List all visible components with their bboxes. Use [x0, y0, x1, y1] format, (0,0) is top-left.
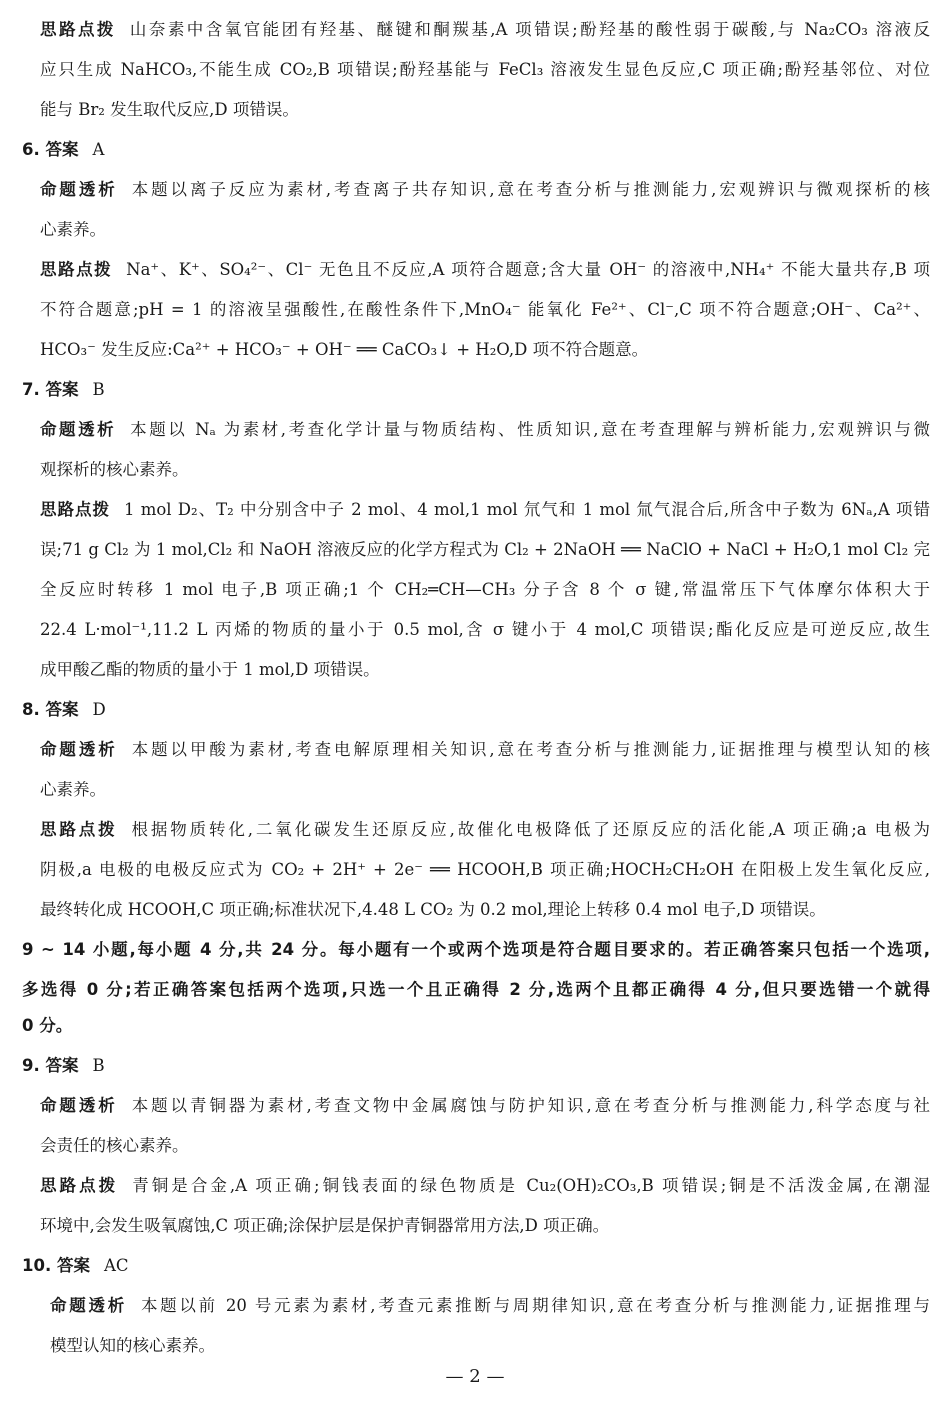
line-text: 22.4 L·mol⁻¹,11.2 L 丙烯的物质的量小于 0.5 mol,含 σ 键小于 4 mol,C 项错误;酯化反应是可逆反应,故生 — [40, 620, 930, 639]
line-text: 青铜是合金,A 项正确;铜钱表面的绿色物质是 Cu₂(OH)₂CO₃,B 项错误;铜是不活泼金属,在潮湿 — [132, 1176, 930, 1195]
answer-line — [22, 698, 930, 722]
line-text: 最终转化成 HCOOH,C 项正确;标准状况下,4.48 L CO₂ 为 0.2 mol,理论上转移 0.4 mol 电子,D 项错误。 — [40, 900, 826, 919]
answer-value: AC — [103, 1256, 129, 1275]
line-text: 全反应时转移 1 mol 电子,B 项正确;1 个 CH₂═CH—CH₃ 分子含 8 个 σ 键,常温常压下气体摩尔体积大于 — [40, 580, 930, 599]
paragraph-line — [40, 818, 930, 842]
section-instruction-line — [22, 938, 930, 962]
section-instruction-line — [22, 1014, 930, 1038]
answer-label: 6. 答案 — [22, 140, 79, 159]
answer-value: A — [92, 140, 105, 159]
paragraph-label: 命题透析 — [50, 1296, 127, 1315]
line-text: 本题以前 20 号元素为素材,考查元素推断与周期律知识,意在考查分析与推测能力,证据推理与 — [140, 1296, 930, 1315]
line-text: HCO₃⁻ 发生反应:Ca²⁺ + HCO₃⁻ + OH⁻ ══ CaCO₃↓ + H₂O,D 项不符合题意。 — [40, 340, 649, 359]
paragraph-line — [40, 858, 930, 882]
paragraph-line — [40, 778, 930, 802]
paragraph-line — [40, 258, 930, 282]
paragraph-label: 命题透析 — [40, 1096, 118, 1115]
line-text: 本题以离子反应为素材,考查离子共存知识,意在考查分析与推测能力,宏观辨识与微观探析的核 — [131, 180, 930, 199]
paragraph-line — [40, 18, 930, 42]
line-text: 不符合题意;pH = 1 的溶液呈强酸性,在酸性条件下,MnO₄⁻ 能氧化 Fe²⁺、Cl⁻,C 项不符合题意;OH⁻、Ca²⁺、 — [40, 300, 930, 319]
page-number: — 2 — — [445, 1366, 505, 1387]
paragraph-line — [50, 1294, 930, 1318]
paragraph-line — [40, 458, 930, 482]
answer-label: 10. 答案 — [22, 1256, 90, 1275]
line-text: 观探析的核心素养。 — [40, 460, 189, 479]
line-text: 会责任的核心素养。 — [40, 1136, 189, 1155]
line-text: 本题以 Nₐ 为素材,考查化学计量与物质结构、性质知识,意在考查理解与辨析能力,宏观辨识与微 — [130, 420, 930, 439]
paragraph-line — [40, 1134, 930, 1158]
line-text: 本题以甲酸为素材,考查电解原理相关知识,意在考查分析与推测能力,证据推理与模型认知的核 — [131, 740, 930, 759]
answer-value: B — [92, 1056, 105, 1075]
line-text: 本题以青铜器为素材,考查文物中金属腐蚀与防护知识,意在考查分析与推测能力,科学态度与社 — [131, 1096, 930, 1115]
paragraph-line — [40, 98, 930, 122]
answer-line — [22, 1254, 930, 1278]
line-text: 多选得 0 分;若正确答案包括两个选项,只选一个且正确得 2 分,选两个且都正确得 4 分,但只要选错一个就得 — [22, 980, 930, 999]
answer-line — [22, 1054, 930, 1078]
line-text: 9 ~ 14 小题,每小题 4 分,共 24 分。每小题有一个或两个选项是符合题目要求的。若正确答案只包括一个选项, — [22, 940, 930, 959]
paragraph-label: 思路点拨 — [40, 1176, 119, 1195]
paragraph-line — [40, 1094, 930, 1118]
line-text: 能与 Br₂ 发生取代反应,D 项错误。 — [40, 100, 299, 119]
paragraph-line — [40, 1214, 930, 1238]
answer-label: 8. 答案 — [22, 700, 79, 719]
line-text: 阴极,a 电极的电极反应式为 CO₂ + 2H⁺ + 2e⁻ ══ HCOOH,B 项正确;HOCH₂CH₂OH 在阳极上发生氧化反应, — [40, 860, 930, 879]
line-text: 0 分。 — [22, 1016, 73, 1035]
paragraph-label: 思路点拨 — [40, 820, 118, 839]
paragraph-line — [40, 218, 930, 242]
paragraph-line — [40, 658, 930, 682]
paragraph-label: 思路点拨 — [40, 260, 113, 279]
answer-value: B — [92, 380, 105, 399]
paragraph-label: 命题透析 — [40, 740, 118, 759]
paragraph-line — [40, 58, 930, 82]
answer-label: 9. 答案 — [22, 1056, 79, 1075]
section-instruction-line — [22, 978, 930, 1002]
answer-label: 7. 答案 — [22, 380, 79, 399]
line-text: 心素养。 — [40, 780, 106, 799]
paragraph-line — [40, 578, 930, 602]
paragraph-line — [40, 298, 930, 322]
paragraph-line — [50, 1334, 930, 1358]
line-text: 根据物质转化,二氧化碳发生还原反应,故催化电极降低了还原反应的活化能,A 项正确;a 电极为 — [131, 820, 930, 839]
paragraph-line — [40, 538, 930, 562]
paragraph-line — [40, 338, 930, 362]
line-text: 模型认知的核心素养。 — [50, 1336, 215, 1355]
line-text: Na⁺、K⁺、SO₄²⁻、Cl⁻ 无色且不反应,A 项符合题意;含大量 OH⁻ 的溶液中,NH₄⁺ 不能大量共存,B 项 — [126, 260, 931, 279]
answer-line — [22, 378, 930, 402]
answer-value: D — [92, 700, 106, 719]
paragraph-label: 命题透析 — [40, 420, 117, 439]
line-text: 成甲酸乙酯的物质的量小于 1 mol,D 项错误。 — [40, 660, 380, 679]
paragraph-line — [40, 1174, 930, 1198]
paragraph-line — [40, 898, 930, 922]
line-text: 误;71 g Cl₂ 为 1 mol,Cl₂ 和 NaOH 溶液反应的化学方程式为 Cl₂ + 2NaOH ══ NaClO + NaCl + H₂O,1 mol Cl₂ 完 — [40, 540, 930, 559]
line-text: 心素养。 — [40, 220, 106, 239]
paragraph-line — [40, 618, 930, 642]
paragraph-line — [40, 178, 930, 202]
answer-line — [22, 138, 930, 162]
paragraph-label: 命题透析 — [40, 180, 118, 199]
paragraph-line — [40, 738, 930, 762]
paragraph-line — [40, 498, 930, 522]
paragraph-label: 思路点拨 — [40, 20, 116, 39]
paragraph-label: 思路点拨 — [40, 500, 110, 519]
line-text: 山奈素中含氧官能团有羟基、醚键和酮羰基,A 项错误;酚羟基的酸性弱于碳酸,与 Na₂CO₃ 溶液反 — [129, 20, 931, 39]
line-text: 应只生成 NaHCO₃,不能生成 CO₂,B 项错误;酚羟基能与 FeCl₃ 溶液发生显色反应,C 项正确;酚羟基邻位、对位 — [40, 60, 930, 79]
line-text: 环境中,会发生吸氧腐蚀,C 项正确;涂保护层是保护青铜器常用方法,D 项正确。 — [40, 1216, 610, 1235]
line-text: 1 mol D₂、T₂ 中分别含中子 2 mol、4 mol,1 mol 氘气和 1 mol 氚气混合后,所含中子数为 6Nₐ,A 项错 — [123, 500, 930, 519]
paragraph-line — [40, 418, 930, 442]
